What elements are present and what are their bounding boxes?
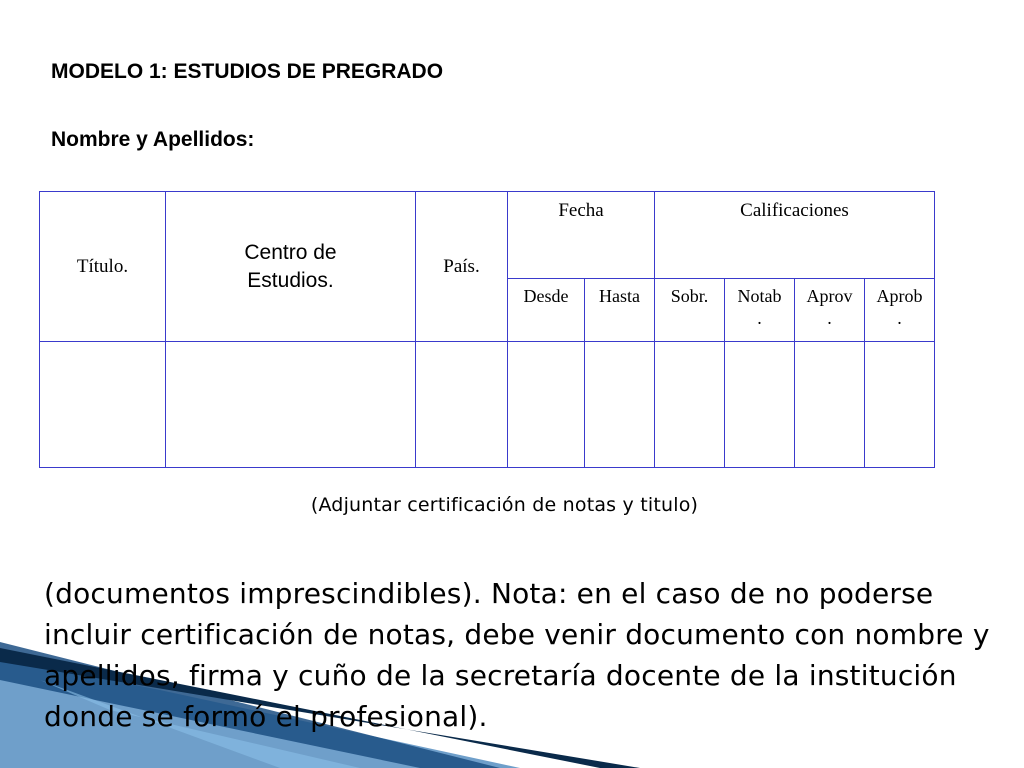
header-centro-line1: Centro de — [244, 241, 337, 265]
header-sobr: Sobr. — [655, 279, 725, 342]
header-calificaciones: Calificaciones — [655, 192, 935, 279]
table-row-empty — [40, 342, 935, 468]
cell-pais-empty — [416, 342, 508, 468]
cell-desde-empty — [508, 342, 585, 468]
cell-notab-empty — [725, 342, 795, 468]
header-aprov-line2: . — [827, 308, 832, 328]
header-aprob-line1: Aprob — [876, 286, 923, 306]
para-close-paren: ). — [461, 577, 491, 610]
header-notab — [725, 279, 795, 342]
attach-note: (Adjuntar certificación de notas y titulo) — [310, 494, 699, 516]
header-pais: País. — [416, 192, 508, 342]
studies-table — [39, 191, 935, 468]
header-notab-line1: Notab — [737, 286, 782, 306]
page-title: MODELO 1: ESTUDIOS DE PREGRADO — [51, 60, 444, 83]
header-desde: Desde — [508, 279, 585, 342]
header-titulo: Título. — [40, 192, 166, 342]
para-bold-docs: documentos imprescindibles — [55, 577, 462, 610]
cell-hasta-empty — [585, 342, 655, 468]
header-aprob — [865, 279, 935, 342]
header-aprov — [795, 279, 865, 342]
header-aprov-line1: Aprov — [806, 286, 853, 306]
header-centro-line2: Estudios. — [247, 268, 334, 292]
para-open-paren: ( — [44, 577, 56, 610]
cell-sobr-empty — [655, 342, 725, 468]
cell-aprov-empty — [795, 342, 865, 468]
header-centro-estudios — [166, 192, 416, 342]
para-rest: : en el caso de no poderse incluir certificación de notas, debe venir documento con nombre y apellidos, firma y cuño de la secretaría docente de la institución donde se formó el profesional). — [44, 577, 990, 733]
header-notab-line2: . — [757, 308, 762, 328]
cell-centro-empty — [166, 342, 416, 468]
header-hasta: Hasta — [585, 279, 655, 342]
cell-titulo-empty — [40, 342, 166, 468]
header-aprob-line2: . — [897, 308, 902, 328]
header-fecha: Fecha — [508, 192, 655, 279]
note-paragraph — [44, 573, 1004, 737]
name-label: Nombre y Apellidos: — [51, 128, 255, 151]
cell-aprob-empty — [865, 342, 935, 468]
para-nota: Nota — [490, 577, 558, 610]
